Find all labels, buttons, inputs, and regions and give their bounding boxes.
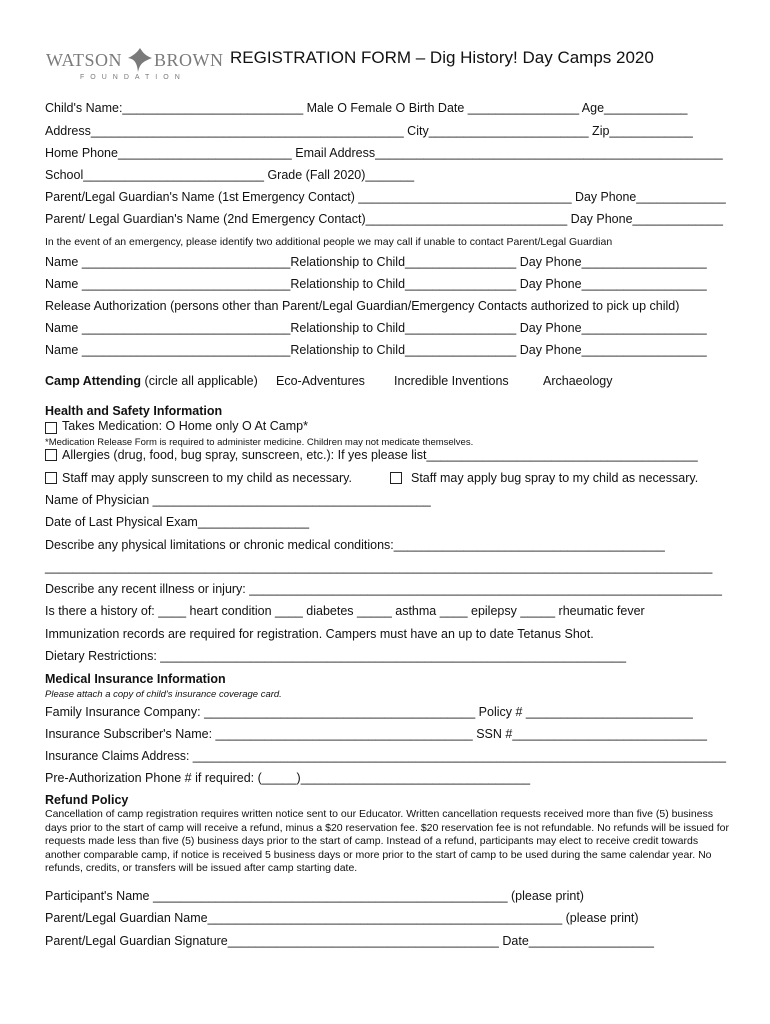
camp-attending-bold: Camp Attending [45, 374, 142, 388]
address-field[interactable]: Address_____________________________________________ City_______________________ Zip____________ [45, 124, 693, 138]
preauth-phone-field[interactable]: Pre-Authorization Phone # if required: (_____)_________________________________ [45, 771, 531, 785]
immunization-note: Immunization records are required for registration. Campers must have an up to date Tetanus Shot. [45, 627, 594, 641]
camp-option-incredible-inventions[interactable]: Incredible Inventions [394, 374, 509, 388]
health-safety-header: Health and Safety Information [45, 404, 223, 418]
limitations-field[interactable]: Describe any physical limitations or chronic medical conditions:_______________________________________ [45, 538, 665, 552]
emergency-note: In the event of an emergency, please identify two additional people we may call if unable to contact Parent/Legal Guardian [45, 236, 613, 248]
logo-watson-text: WATSON [46, 50, 123, 70]
insurance-header: Medical Insurance Information [45, 672, 226, 686]
allergies-field[interactable]: Allergies (drug, food, bug spray, sunscreen, etc.): If yes please list_______________________________________ [62, 448, 698, 462]
release-contact-1[interactable]: Name ______________________________Relationship to Child________________ Day Phone__________________ [45, 321, 707, 335]
logo-brown-text: BROWN [154, 50, 224, 70]
physical-exam-field[interactable]: Date of Last Physical Exam________________ [45, 515, 310, 529]
emergency-contact-2[interactable]: Name ______________________________Relationship to Child________________ Day Phone__________________ [45, 277, 707, 291]
allergies-checkbox[interactable] [45, 449, 57, 461]
release-authorization-label: Release Authorization (persons other than Parent/Legal Guardian/Emergency Contacts authorized to pick up child) [45, 299, 680, 313]
guardian-signature-field[interactable]: Parent/Legal Guardian Signature_______________________________________ Date__________________ [45, 934, 654, 948]
leaf-logo-icon [126, 46, 154, 74]
logo-foundation-text: FOUNDATION [80, 74, 186, 81]
bugspray-checkbox[interactable] [390, 472, 402, 484]
insurance-company-field[interactable]: Family Insurance Company: _______________________________________ Policy # ________________________ [45, 705, 693, 719]
camp-option-eco-adventures[interactable]: Eco-Adventures [276, 374, 365, 388]
refund-policy-header: Refund Policy [45, 793, 129, 807]
limitations-continued-line[interactable]: ________________________________________________________________________________________________ [45, 560, 713, 574]
refund-policy-text: Cancellation of camp registration requires written notice sent to our Educator. Written cancellation requests received more than five (5) business days prior to the start of camp will receive a refund, minus a $20 reservation fee. $20 reservation fee is not refundable. No refunds will be issued for requests made less than five (5) business days prior to the start of camp. Instead of a refund, participants may elect to receive credit towards another comparable camp, if notice is received 5 business days or more prior to the start of camp to be used during the same calendar year. No refunds, credits, or transfers will be issued after camp starting date. [45, 808, 730, 874]
emergency-contact-1[interactable]: Name ______________________________Relationship to Child________________ Day Phone__________________ [45, 255, 707, 269]
camp-attending-hint: (circle all applicable) [141, 374, 258, 388]
insurance-note: Please attach a copy of child's insurance coverage card. [45, 689, 282, 700]
camp-attending-label [45, 374, 258, 389]
guardian2-field[interactable]: Parent/ Legal Guardian's Name (2nd Emergency Contact)_____________________________ Day Phone_____________ [45, 212, 723, 226]
page-title: REGISTRATION FORM – Dig History! Day Camps 2020 [230, 48, 654, 67]
camp-option-archaeology[interactable]: Archaeology [543, 374, 613, 388]
medication-checkbox[interactable] [45, 422, 57, 434]
sunscreen-checkbox[interactable] [45, 472, 57, 484]
insurance-subscriber-field[interactable]: Insurance Subscriber's Name: _____________________________________ SSN #____________________________ [45, 727, 707, 741]
sunscreen-label: Staff may apply sunscreen to my child as necessary. [62, 471, 352, 485]
physician-field[interactable]: Name of Physician ________________________________________ [45, 493, 431, 507]
medication-note: *Medication Release Form is required to administer medicine. Children may not medicate themselves. [45, 437, 474, 448]
recent-illness-field[interactable]: Describe any recent illness or injury: ____________________________________________________________________ [45, 582, 722, 596]
guardian1-field[interactable]: Parent/Legal Guardian's Name (1st Emergency Contact) _______________________________ Day Phone_____________ [45, 190, 726, 204]
bugspray-label: Staff may apply bug spray to my child as necessary. [411, 471, 699, 485]
dietary-restrictions-field[interactable]: Dietary Restrictions: ___________________________________________________________________ [45, 649, 627, 663]
medical-history-field[interactable]: Is there a history of: ____ heart condition ____ diabetes _____ asthma ____ epilepsy _____ rheumatic fever [45, 604, 645, 618]
participant-name-field[interactable]: Participant's Name ___________________________________________________ (please print) [45, 889, 584, 903]
childs-name-field[interactable]: Child's Name:__________________________ Male O Female O Birth Date ________________ Age____________ [45, 101, 688, 115]
school-field[interactable]: School__________________________ Grade (Fall 2020)_______ [45, 168, 415, 182]
release-contact-2[interactable]: Name ______________________________Relationship to Child________________ Day Phone__________________ [45, 343, 707, 357]
medication-field[interactable]: Takes Medication: O Home only O At Camp* [62, 419, 308, 433]
home-phone-field[interactable]: Home Phone_________________________ Email Address__________________________________________________ [45, 146, 723, 160]
guardian-name-field[interactable]: Parent/Legal Guardian Name___________________________________________________ (please print) [45, 911, 639, 925]
insurance-claims-field[interactable]: Insurance Claims Address: _______________________________________________________________________________ [45, 749, 727, 763]
